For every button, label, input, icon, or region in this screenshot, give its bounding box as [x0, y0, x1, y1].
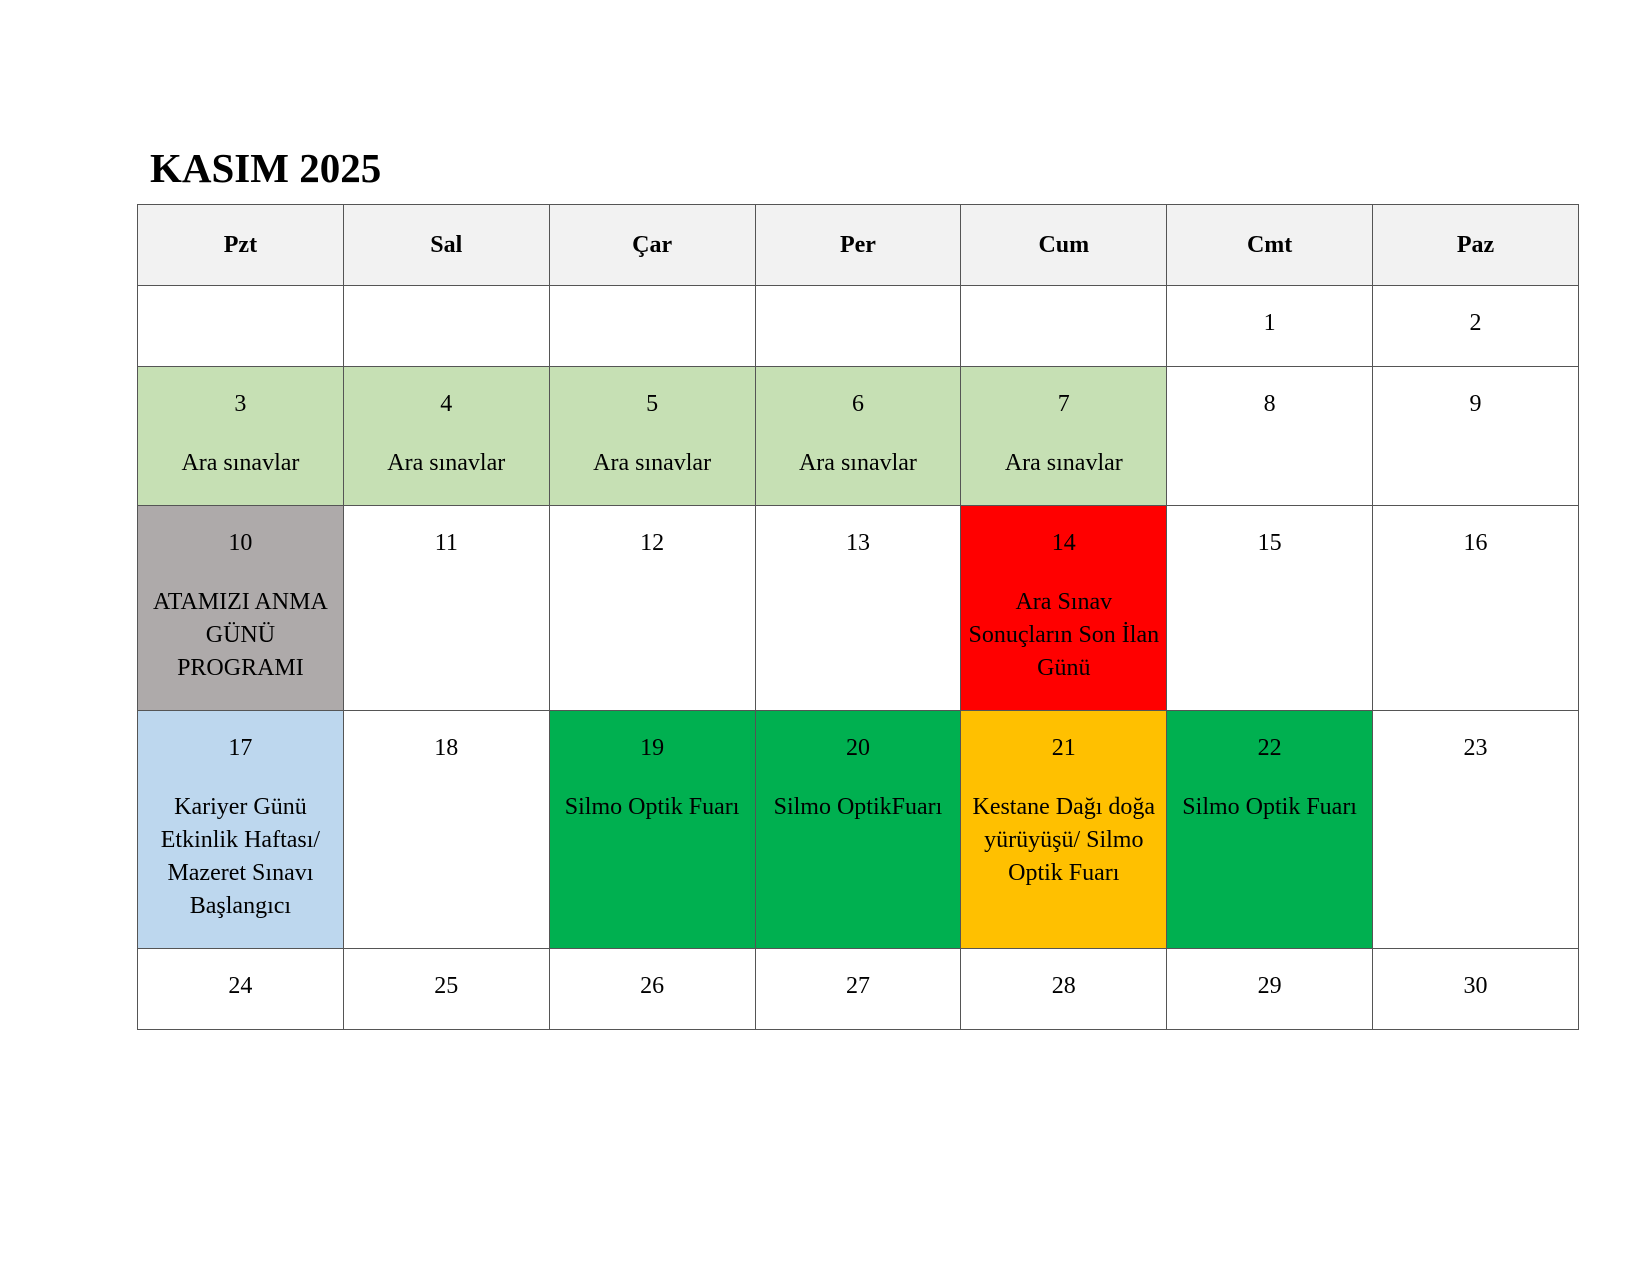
- day-cell-exam: [343, 367, 549, 506]
- event-label: ATAMIZI ANMA GÜNÜ PROGRAMI: [153, 589, 328, 681]
- day-cell: [1373, 367, 1579, 506]
- weekday-header: Per: [755, 205, 961, 286]
- day-cell: [1167, 506, 1373, 711]
- day-cell: [1373, 286, 1579, 367]
- day-cell-results: [961, 506, 1167, 711]
- week-row: [138, 367, 1579, 506]
- event-label: Ara sınavlar: [387, 450, 506, 476]
- day-cell-exam: [755, 367, 961, 506]
- day-cell-empty: [755, 286, 961, 367]
- weekday-header: Pzt: [138, 205, 344, 286]
- day-cell: [343, 711, 549, 949]
- week-row: [138, 711, 1579, 949]
- day-cell-career: [138, 711, 344, 949]
- day-number: 18: [434, 735, 459, 761]
- day-cell-exam: [549, 367, 755, 506]
- day-number: 25: [434, 973, 459, 999]
- day-cell: [961, 949, 1167, 1030]
- day-number: 10: [228, 530, 253, 556]
- day-number: 27: [845, 973, 870, 999]
- day-cell-exam: [961, 367, 1167, 506]
- day-number: 7: [1057, 391, 1070, 417]
- day-cell: [549, 506, 755, 711]
- event-label: Ara sınavlar: [181, 450, 300, 476]
- day-cell-empty: [343, 286, 549, 367]
- day-number: 1: [1263, 310, 1276, 336]
- day-number: 28: [1051, 973, 1076, 999]
- week-row: [138, 949, 1579, 1030]
- day-cell-exam: [138, 367, 344, 506]
- day-number: 11: [434, 530, 458, 556]
- weekday-header: Paz: [1373, 205, 1579, 286]
- day-cell: [1167, 367, 1373, 506]
- day-cell: [1167, 949, 1373, 1030]
- event-label: Silmo OptikFuarı: [773, 794, 943, 820]
- event-label: Kariyer Günü Etkinlik Haftası/ Mazeret Sınavı Başlangıcı: [160, 794, 321, 919]
- day-cell-empty: [549, 286, 755, 367]
- weekday-header-row: [138, 205, 1579, 286]
- day-cell: [1373, 506, 1579, 711]
- day-number: 2: [1469, 310, 1482, 336]
- day-cell-hike: [961, 711, 1167, 949]
- week-row: [138, 286, 1579, 367]
- weekday-header: Cum: [961, 205, 1167, 286]
- day-cell: [549, 949, 755, 1030]
- day-cell: [343, 949, 549, 1030]
- event-label: Ara sınavlar: [1004, 450, 1123, 476]
- day-number: 6: [851, 391, 864, 417]
- day-number: 13: [845, 530, 870, 556]
- day-number: 12: [640, 530, 665, 556]
- weekday-header: Cmt: [1167, 205, 1373, 286]
- day-cell: [1167, 286, 1373, 367]
- day-number: 24: [228, 973, 253, 999]
- event-label: Silmo Optik Fuarı: [1182, 794, 1357, 820]
- day-number: 29: [1257, 973, 1282, 999]
- weekday-header: Sal: [343, 205, 549, 286]
- event-label: Silmo Optik Fuarı: [564, 794, 740, 820]
- day-number: 22: [1257, 735, 1282, 761]
- day-number: 4: [440, 391, 453, 417]
- day-number: 14: [1051, 530, 1076, 556]
- day-cell: [1373, 949, 1579, 1030]
- day-number: 23: [1463, 735, 1488, 761]
- day-cell: [138, 949, 344, 1030]
- event-label: Ara sınavlar: [593, 450, 712, 476]
- day-cell-empty: [961, 286, 1167, 367]
- day-cell-fair: [549, 711, 755, 949]
- day-cell-fair: [755, 711, 961, 949]
- day-number: 30: [1463, 973, 1488, 999]
- week-row: [138, 506, 1579, 711]
- day-cell-commemoration: [138, 506, 344, 711]
- day-cell: [1373, 711, 1579, 949]
- day-number: 26: [640, 973, 665, 999]
- day-cell: [755, 949, 961, 1030]
- day-number: 20: [845, 735, 870, 761]
- day-number: 3: [234, 391, 247, 417]
- month-calendar: [137, 204, 1579, 1030]
- day-number: 5: [646, 391, 659, 417]
- event-label: Ara sınavlar: [798, 450, 917, 476]
- day-number: 15: [1257, 530, 1282, 556]
- day-number: 21: [1051, 735, 1076, 761]
- day-number: 17: [228, 735, 253, 761]
- weekday-header: Çar: [549, 205, 755, 286]
- day-cell-fair: [1167, 711, 1373, 949]
- day-cell: [755, 506, 961, 711]
- day-number: 8: [1263, 391, 1276, 417]
- day-number: 9: [1469, 391, 1482, 417]
- day-cell-empty: [138, 286, 344, 367]
- event-label: Kestane Dağı doğa yürüyüşü/ Silmo Optik Fuarı: [972, 794, 1156, 886]
- day-number: 19: [640, 735, 665, 761]
- event-label: Ara Sınav Sonuçların Son İlan Günü: [968, 589, 1160, 681]
- day-cell: [343, 506, 549, 711]
- day-number: 16: [1463, 530, 1488, 556]
- calendar-title: KASIM 2025: [150, 145, 382, 191]
